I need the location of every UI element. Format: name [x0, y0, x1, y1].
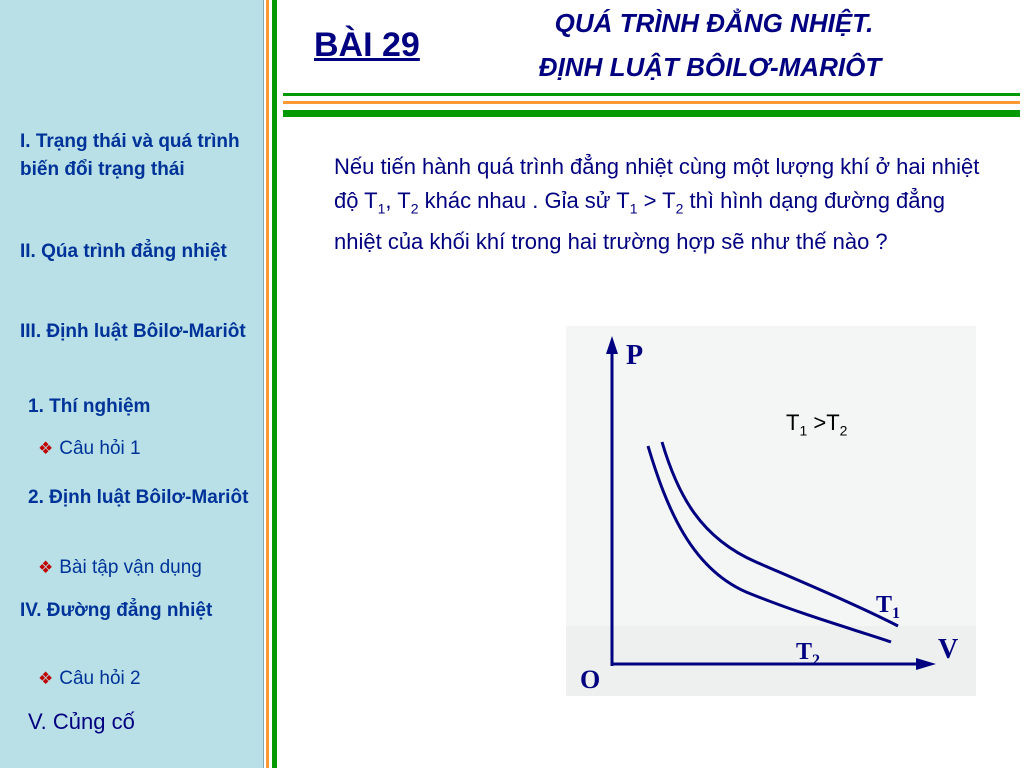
p-axis-label: P [626, 340, 644, 371]
lesson-number: BÀI 29 [314, 26, 420, 64]
sidebar-item-review[interactable]: V. Củng cố [28, 709, 135, 734]
sidebar [0, 0, 264, 768]
diamond-bullet-icon: ❖ [38, 439, 54, 458]
sidebar-subitem-exercise[interactable] [38, 554, 202, 582]
sidebar-subitem-question-1[interactable] [38, 435, 141, 463]
question-text: Nếu tiến hành quá trình đẳng nhiệt cùng một lượng khí ở hai nhiệt độ $T_1$, $T_2$ khác nhau . Gỉa sử $T_1 > T_2$ thì hình dạng đường đẳng nhiệt của khối khí trong hai trường hợp sẽ như thế nào ? [334, 154, 980, 255]
vertical-stripe-green [272, 0, 277, 768]
header-rule-green-top [283, 93, 1020, 96]
sidebar-item-isothermal-process[interactable]: II. Qúa trình đẳng nhiệt [20, 241, 227, 262]
page-title-line2: ĐỊNH LUẬT BÔILƠ-MARIÔT [538, 52, 882, 82]
sidebar-subitem-experiment[interactable]: 1. Thí nghiệm [28, 396, 151, 417]
sidebar-item-states[interactable]: I. Trạng thái và quá trình biến đổi trạng thái [20, 131, 240, 180]
temperature-relation: $T_1 >T_2$ [786, 410, 848, 439]
exercise-label: Bài tập vận dụng [59, 557, 202, 578]
v-axis-label: V [938, 634, 959, 665]
curve-label-t2: $T_2$ [796, 639, 821, 669]
vertical-stripe-orange [266, 0, 269, 768]
diamond-bullet-icon: ❖ [38, 558, 54, 577]
header-rule-green-bottom [283, 110, 1020, 117]
curve-label-t1: $T_1$ [876, 592, 901, 622]
question-2-label: Câu hỏi 2 [59, 668, 141, 689]
sidebar-item-boyle-law[interactable]: III. Định luật Bôilơ-Mariôt [20, 321, 246, 342]
isotherm-graph [566, 326, 976, 696]
question-1-label: Câu hỏi 1 [59, 438, 141, 459]
sidebar-subitem-law[interactable]: 2. Định luật Bôilơ-Mariôt [28, 487, 249, 508]
page-title-line1: QUÁ TRÌNH ĐẲNG NHIỆT. [554, 8, 874, 38]
origin-label: O [580, 665, 601, 694]
diamond-bullet-icon: ❖ [38, 669, 54, 688]
header-rule-orange [283, 101, 1020, 104]
sidebar-item-isotherm[interactable]: IV. Đường đẳng nhiệt [20, 600, 213, 621]
sidebar-subitem-question-2[interactable] [38, 665, 141, 693]
